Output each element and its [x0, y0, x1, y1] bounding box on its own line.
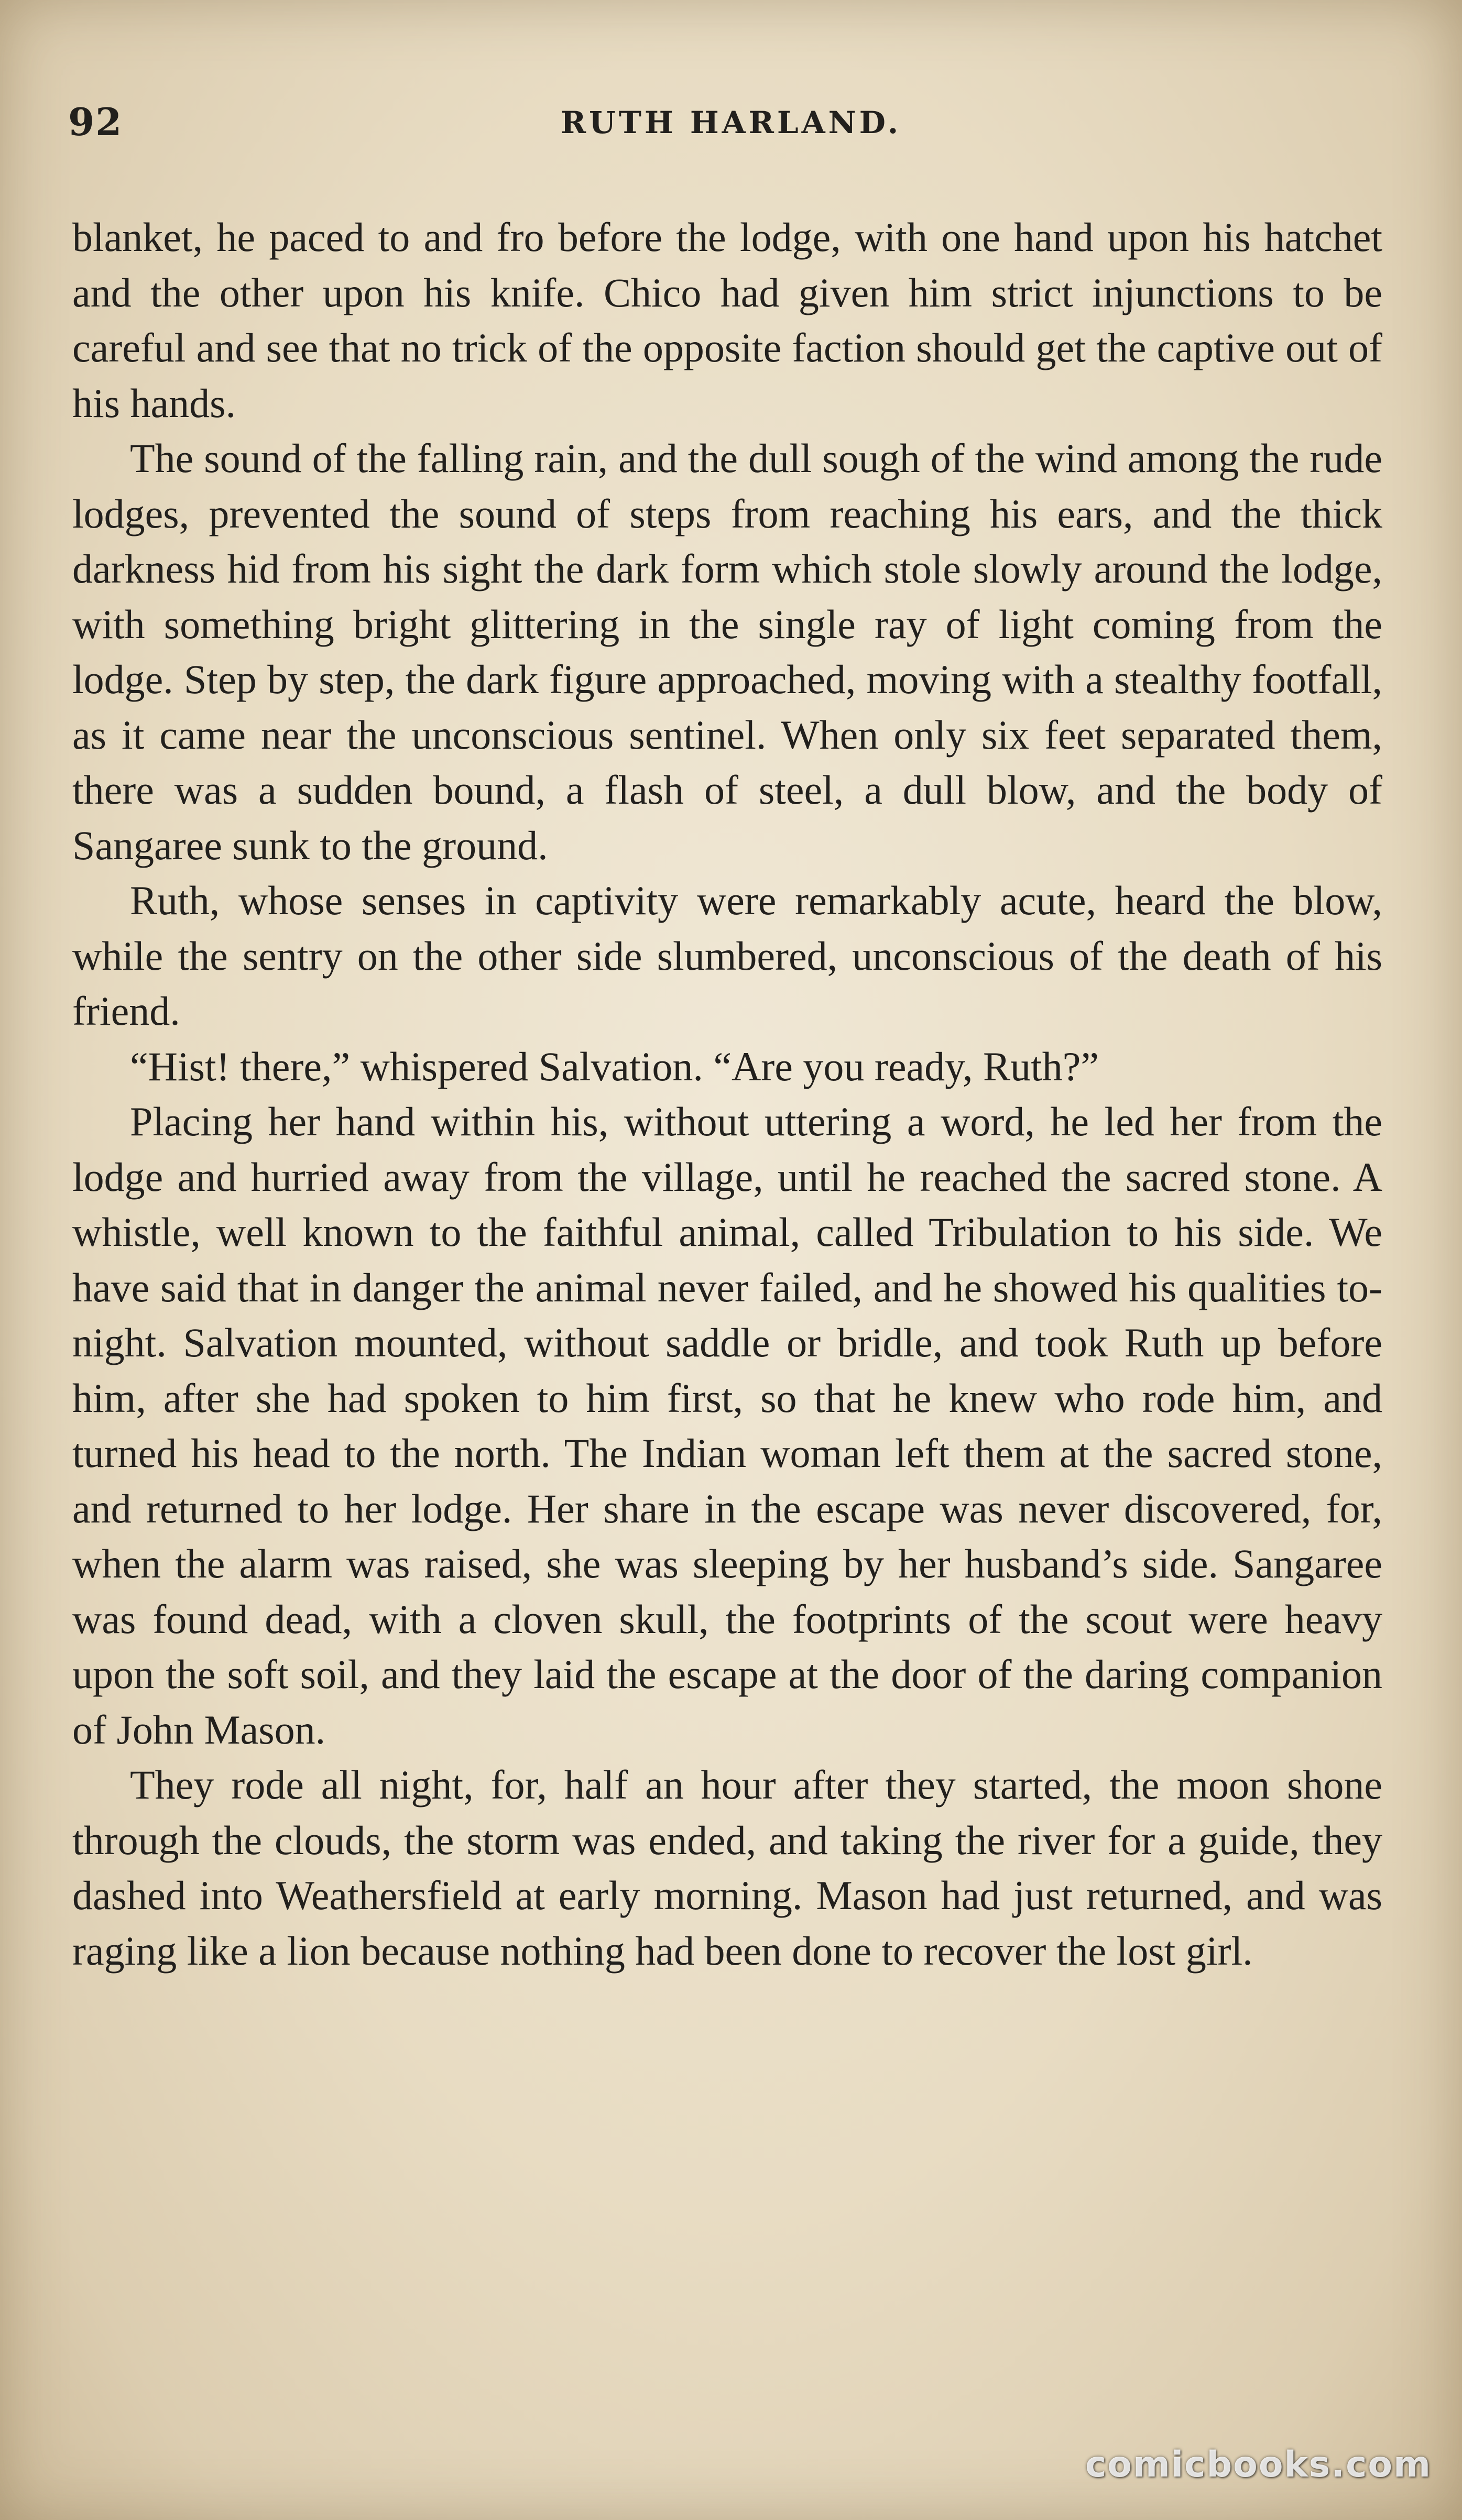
paragraph-1: blanket, he paced to and fro before the lodge, with one hand upon his hatchet and the other upon his knife. Chico had given him strict injunctions to be careful and see that no trick of the opposite faction should get the captive out of his hands. — [72, 214, 1382, 426]
paragraph-4: “Hist! there,” whispered Salvation. “Are you ready, Ruth?” — [130, 1043, 1099, 1089]
paragraph-3: Ruth, whose senses in captivity were remarkably acute, heard the blow, while the sentry on the other side slumbered, unconscious of the death of his friend. — [72, 878, 1382, 1034]
paragraph-5: Placing her hand within his, without uttering a word, he led her from the lodge and hurried away from the village, until he reached the sacred stone. A whistle, well known to the faithful animal, called Tribulation to his side. We have said that in danger the animal never failed, and he showed his qualities to-night. Salvation mounted, without saddle or bridle, and took Ruth up before him, after she had spoken to him first, so that he knew who rode him, and turned his head to the north. The Indian woman left them at the sacred stone, and returned to her lodge. Her share in the escape was never discovered, for, when the alarm was raised, she was sleeping by her husband’s side. Sangaree was found dead, with a cloven skull, the footprints of the scout were heavy upon the soft soil, and they laid the escape at the door of the daring companion of John Mason. — [72, 1099, 1382, 1752]
paragraph-6: They rode all night, for, half an hour after they started, the moon shone through the clouds, the storm was ended, and taking the river for a guide, they dashed into Weathersfield at early morning. Mason had just returned, and was raging like a lion because nothing had been done to recover the lost girl. — [72, 1762, 1382, 1974]
paragraph-2: The sound of the falling rain, and the dull sough of the wind among the rude lodges, prevented the sound of steps from reaching his ears, and the thick darkness hid from his sight the dark form which stole slowly around the lodge, with something bright glittering in the single ray of light coming from the lodge. Step by step, the dark figure approached, moving with a stealthy footfall, as it came near the unconscious sentinel. When only six feet separated them, there was a sudden bound, a flash of steel, a dull blow, and the body of Sangaree sunk to the ground. — [72, 435, 1382, 868]
running-head: RUTH HARLAND. — [560, 105, 902, 140]
page-header — [68, 100, 1394, 162]
body-text — [72, 210, 1382, 1978]
watermark: comicbooks.com — [1085, 2444, 1432, 2485]
page-number: 92 — [68, 100, 123, 144]
